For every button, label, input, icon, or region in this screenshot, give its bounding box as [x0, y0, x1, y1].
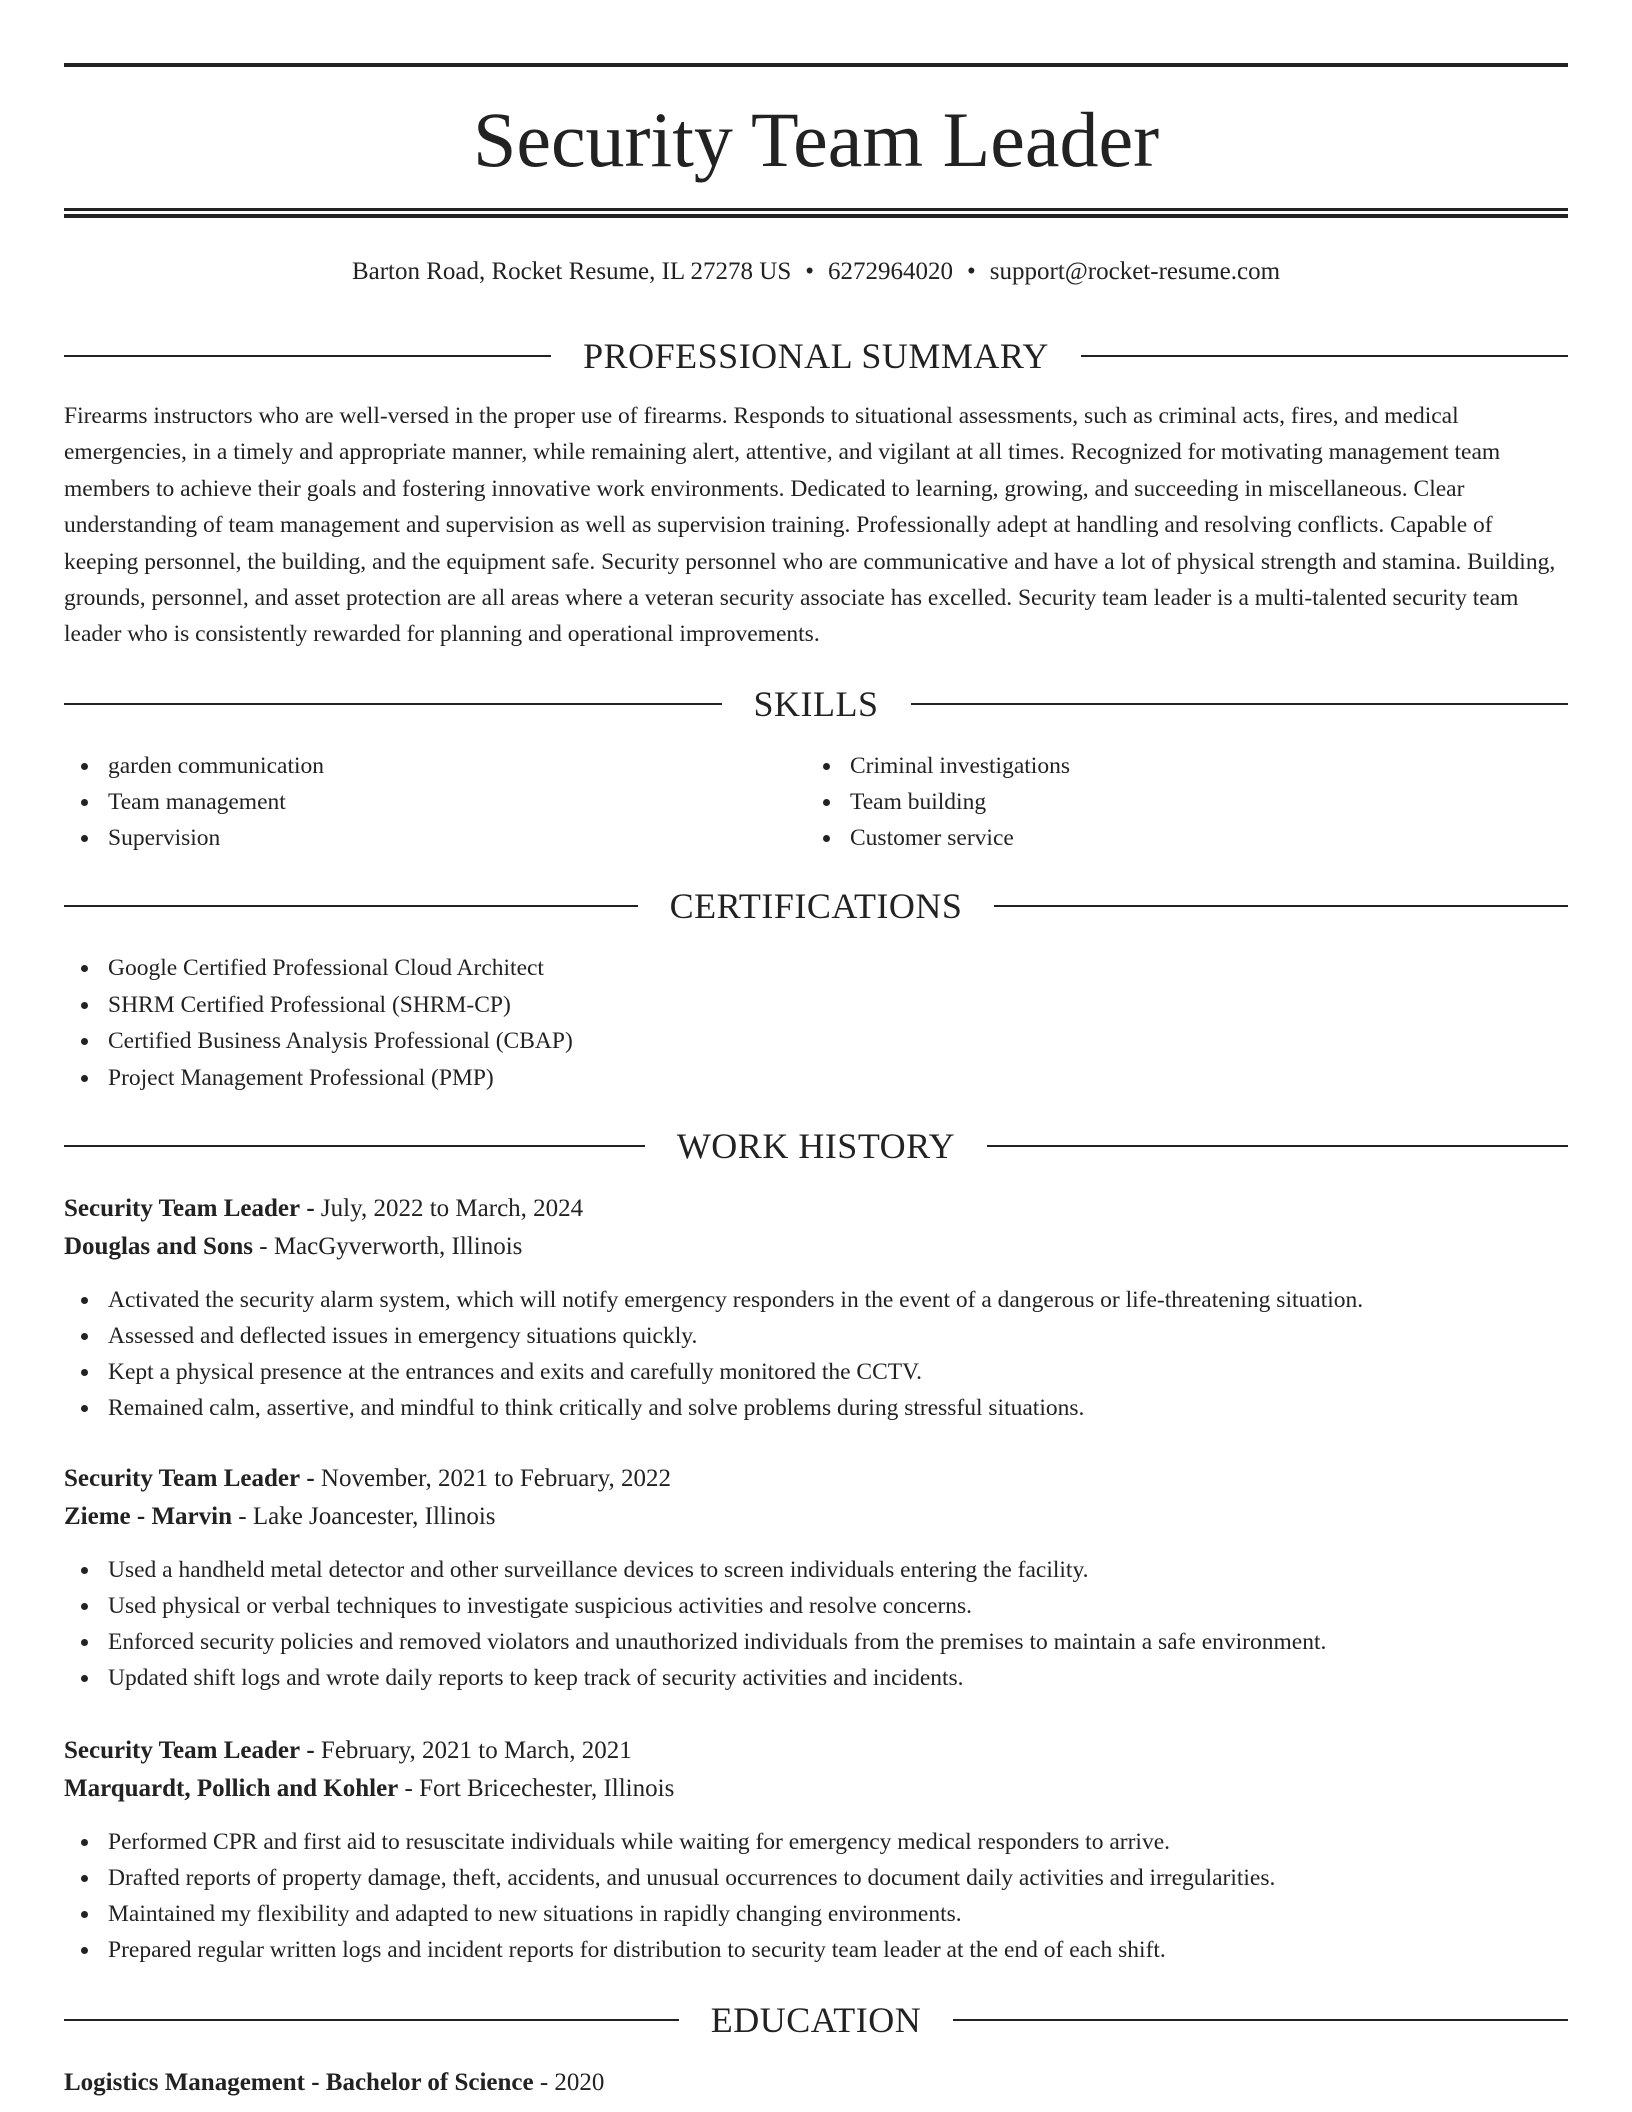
certification-item: Project Management Professional (PMP) [64, 1060, 573, 1097]
heading-rule [64, 2019, 679, 2021]
job-bullet: Performed CPR and first aid to resuscitate individuals while waiting for emergency medical responders to arrive. [64, 1824, 1568, 1860]
job-company-line [64, 1770, 1568, 1808]
section-title: CERTIFICATIONS [669, 886, 963, 926]
heading-rule [994, 905, 1568, 907]
job-role: Security Team Leader [64, 1465, 301, 1492]
section-heading-summary [64, 334, 1568, 378]
resume-title: Security Team Leader [472, 96, 1160, 183]
heading-rule [987, 1145, 1568, 1147]
job-entry [64, 1732, 1568, 1968]
heading-rule [64, 355, 551, 357]
job-bullet: Updated shift logs and wrote daily reports to keep track of security activities and incidents. [64, 1660, 1568, 1696]
section-title: EDUCATION [710, 2000, 922, 2040]
section-title: WORK HISTORY [676, 1126, 956, 1166]
summary-text: Firearms instructors who are well-versed in the proper use of firearms. Responds to situational assessments, such as criminal acts, fires, and medical emergencies, in a timely and appropriate manner, while remaining alert, attentive, and vigilant at all times. Recognized for motivating management team members to achieve their goals and fostering innovative work environments. Dedicated to learning, growing, and succeeding in miscellaneous. Clear understanding of team management and supervision as well as supervision training. Professionally adept at handling and resolving conflicts. Capable of keeping personnel, the building, and the equipment safe. Security personnel who are communicative and have a lot of physical strength and stamina. Building, grounds, personnel, and asset protection are all areas where a veteran security associate has excelled. Security team leader is a multi-talented security team leader who is consistently rewarded for planning and operational improvements. [64, 403, 1556, 648]
job-bullet: Drafted reports of property damage, theft, accidents, and unusual occurrences to document daily activities and irregularities. [64, 1860, 1568, 1896]
dash: - [238, 1503, 247, 1530]
job-dates: February, 2021 to March, 2021 [320, 1737, 632, 1764]
job-bullet: Used a handheld metal detector and other surveillance devices to screen individuals entering the facility. [64, 1552, 1568, 1588]
job-dates: November, 2021 to February, 2022 [320, 1465, 672, 1492]
contact-address: Barton Road, Rocket Resume, IL 27278 US [351, 258, 792, 285]
job-location: MacGyverworth, Illinois [273, 1233, 523, 1260]
job-company: Douglas and Sons [64, 1233, 253, 1260]
heading-rule [64, 905, 638, 907]
job-entry [64, 1190, 1568, 1426]
heading-rule [64, 703, 722, 705]
job-bullets [64, 1552, 1568, 1696]
skills-list-right [806, 748, 1070, 856]
section-title: PROFESSIONAL SUMMARY [583, 336, 1049, 376]
job-bullet: Maintained my flexibility and adapted to new situations in rapidly changing environments. [64, 1896, 1568, 1932]
education-degree: Logistics Management - Bachelor of Science [64, 2069, 534, 2096]
title-double-rule [64, 208, 1568, 218]
job-bullet: Assessed and deflected issues in emergency situations quickly. [64, 1318, 1568, 1354]
dash: - [259, 1233, 268, 1260]
certification-item: Google Certified Professional Cloud Architect [64, 950, 573, 987]
dash: - [539, 2069, 549, 2096]
job-role-line [64, 1460, 1568, 1498]
section-heading-education [64, 1998, 1568, 2042]
contact-email: support@rocket-resume.com [989, 258, 1281, 285]
section-title: SKILLS [753, 684, 879, 724]
certifications-list [64, 950, 573, 1097]
skill-item: Customer service [806, 820, 1070, 856]
section-heading-certifications [64, 884, 1568, 928]
job-dates: July, 2022 to March, 2024 [320, 1195, 584, 1222]
skill-item: garden communication [64, 748, 324, 784]
job-company: Zieme - Marvin [64, 1503, 233, 1530]
contact-phone: 6272964020 [828, 258, 953, 285]
certification-item: Certified Business Analysis Professional (CBAP) [64, 1023, 573, 1060]
job-bullet: Activated the security alarm system, which will notify emergency responders in the event of a dangerous or life-threatening situation. [64, 1282, 1568, 1318]
heading-rule [64, 1145, 645, 1147]
job-bullet: Used physical or verbal techniques to investigate suspicious activities and resolve concerns. [64, 1588, 1568, 1624]
job-location: Fort Bricechester, Illinois [419, 1775, 675, 1802]
job-role-line [64, 1732, 1568, 1770]
heading-rule [911, 703, 1569, 705]
job-entry [64, 1460, 1568, 1696]
education-year: 2020 [554, 2069, 605, 2096]
heading-rule [1081, 355, 1568, 357]
job-company: Marquardt, Pollich and Kohler [64, 1775, 399, 1802]
certification-item: SHRM Certified Professional (SHRM-CP) [64, 987, 573, 1024]
dash: - [306, 1737, 315, 1764]
job-bullets [64, 1824, 1568, 1968]
job-bullet: Kept a physical presence at the entrances and exits and carefully monitored the CCTV. [64, 1354, 1568, 1390]
education-entry [64, 2064, 604, 2102]
skill-item: Criminal investigations [806, 748, 1070, 784]
skill-item: Team building [806, 784, 1070, 820]
contact-separator: • [805, 258, 814, 285]
skill-item: Team management [64, 784, 324, 820]
top-rule [64, 63, 1568, 67]
job-bullet: Remained calm, assertive, and mindful to think critically and solve problems during stressful situations. [64, 1390, 1568, 1426]
job-company-line [64, 1498, 1568, 1536]
job-bullet: Enforced security policies and removed violators and unauthorized individuals from the premises to maintain a safe environment. [64, 1624, 1568, 1660]
dash: - [404, 1775, 413, 1802]
job-company-line [64, 1228, 1568, 1266]
job-bullet: Prepared regular written logs and incident reports for distribution to security team leader at the end of each shift. [64, 1932, 1568, 1968]
job-bullets [64, 1282, 1568, 1426]
skills-list-left [64, 748, 324, 856]
contact-line [64, 256, 1568, 288]
heading-rule [953, 2019, 1568, 2021]
job-role: Security Team Leader [64, 1195, 301, 1222]
contact-separator: • [967, 258, 976, 285]
skill-item: Supervision [64, 820, 324, 856]
job-role-line [64, 1190, 1568, 1228]
dash: - [306, 1465, 315, 1492]
section-heading-work-history [64, 1124, 1568, 1168]
job-location: Lake Joancester, Illinois [252, 1503, 496, 1530]
job-role: Security Team Leader [64, 1737, 301, 1764]
dash: - [306, 1195, 315, 1222]
section-heading-skills [64, 682, 1568, 726]
